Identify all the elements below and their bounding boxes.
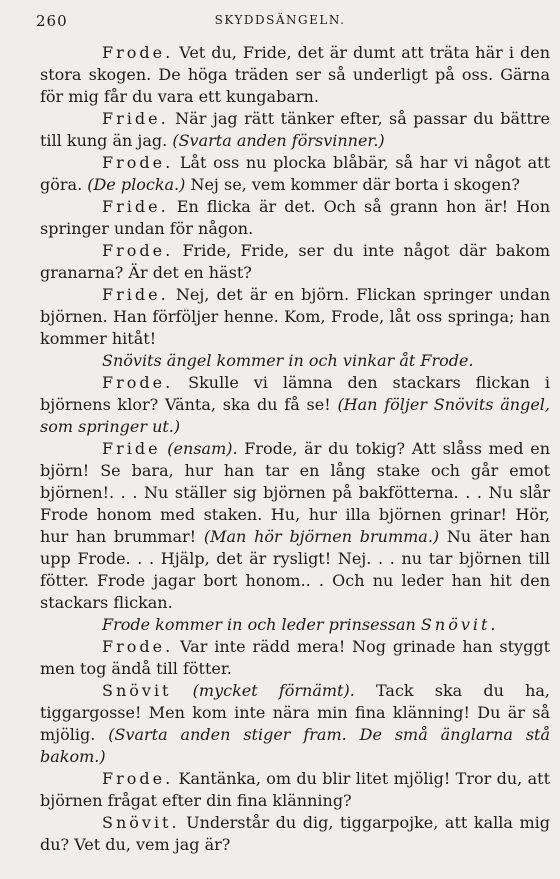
dialogue-text: Fride, Fride, ser du inte något där bakom granarna? Är det en häst? <box>40 241 550 282</box>
dialogue-text: Understår du dig, tiggarpojke, att kalla mig du? Vet du, vem jag är? <box>40 813 550 854</box>
stage-direction: Snövits ängel kommer in och vinkar åt Frode. <box>102 351 474 370</box>
dialogue-text: Frode, är du tokig? Att slåss med en björn! Se bara, hur han tar en lång stake och går emot björnen!. . . Nu ställer sig björnen på bakfötterna. . . Nu slår Frode honom med staken. Hu, hur illa björnen grinar! Hör, hur han brummar! <box>40 439 550 546</box>
stage-direction: (Man hör björnen brumma.) <box>203 527 440 546</box>
dialogue-text: Nej se, vem kommer där borta i skogen? <box>185 175 520 194</box>
speaker-name: Fride. <box>102 285 169 304</box>
page-header <box>36 12 524 32</box>
dialogue-text: Skulle vi lämna den stackars flickan i björnens klor? Vänta, ska du få se! <box>40 373 550 414</box>
dialogue-paragraph <box>40 614 550 636</box>
dialogue-text: Låt oss nu plocka blåbär, så har vi något att göra. <box>40 153 550 194</box>
speaker-name: Frode. <box>102 153 174 172</box>
dialogue-paragraph <box>40 438 550 614</box>
dialogue-paragraph <box>40 108 550 152</box>
dialogue-text: Nu äter han upp Frode. . . Hjälp, det är rysligt! Nej. . . nu tar björnen till fötter. Frode jagar bort honom.. . Och nu leder han hit den stackars flickan. <box>40 527 551 612</box>
speaker-name: Frode. <box>102 637 174 656</box>
dialogue-text: När jag rätt tänker efter, så passar du bättre till kung än jag. <box>40 109 550 150</box>
speaker-name: Frode. <box>102 43 174 62</box>
stage-direction: (Han följer Snövits ängel, som springer ut.) <box>40 395 551 436</box>
dialogue-text: Tack ska du ha, tiggargosse! Men kom inte nära min fina klänning! Du är så mjölig. <box>40 681 551 744</box>
dialogue-text: Var inte rädd mera! Nog grinade han styggt men tog ändå till fötter. <box>40 637 550 678</box>
stage-direction: (mycket förnämt). <box>192 681 355 700</box>
speaker-name: Snövit. <box>102 813 180 832</box>
dialogue-paragraph <box>40 284 550 350</box>
dialogue-paragraph <box>40 350 550 372</box>
dialogue-text: Nej, det är en björn. Flickan springer undan björnen. Han förföljer henne. Kom, Frode, låt oss springa; han kommer hitåt! <box>40 285 550 348</box>
speaker-name: Frode. <box>102 769 174 788</box>
stage-direction: (Svarta anden stiger fram. De små änglarna stå bakom.) <box>40 725 550 766</box>
stage-direction: (Svarta anden försvinner.) <box>172 131 385 150</box>
speaker-name: Snövit <box>102 681 172 700</box>
dialogue-paragraph <box>40 152 550 196</box>
dialogue-paragraph <box>40 196 550 240</box>
speaker-name: Fride. <box>102 197 169 216</box>
dialogue-paragraph <box>40 372 550 438</box>
dialogue-paragraph <box>40 636 550 680</box>
page-number: 260 <box>36 12 68 30</box>
stage-direction: (ensam). <box>167 439 238 458</box>
dialogue-paragraph <box>40 42 550 108</box>
page-text <box>40 42 550 856</box>
speaker-name: Fride <box>102 439 161 458</box>
dialogue-paragraph <box>40 812 550 856</box>
dialogue-text <box>171 681 192 700</box>
dialogue-text: Kantänka, om du blir litet mjölig! Tror du, att björnen frågat efter din fina klänning? <box>40 769 550 810</box>
stage-direction-speaker: Snövit. <box>420 615 499 634</box>
dialogue-text: Vet du, Fride, det är dumt att träta här i den stora skogen. De höga träden ser så underligt på oss. Gärna för mig får du vara ett kungabarn. <box>40 43 550 106</box>
speaker-name: Frode. <box>102 241 174 260</box>
dialogue-text: En flicka är det. Och så grann hon är! Hon springer undan för någon. <box>40 197 550 238</box>
dialogue-paragraph <box>40 240 550 284</box>
dialogue-paragraph <box>40 680 550 768</box>
speaker-name: Fride. <box>102 109 169 128</box>
speaker-name: Frode. <box>102 373 174 392</box>
dialogue-paragraph <box>40 768 550 812</box>
stage-direction: (De plocka.) <box>87 175 186 194</box>
running-title: SKYDDSÄNGELN. <box>214 13 346 27</box>
stage-direction: Frode kommer in och leder prinsessan <box>102 615 421 634</box>
